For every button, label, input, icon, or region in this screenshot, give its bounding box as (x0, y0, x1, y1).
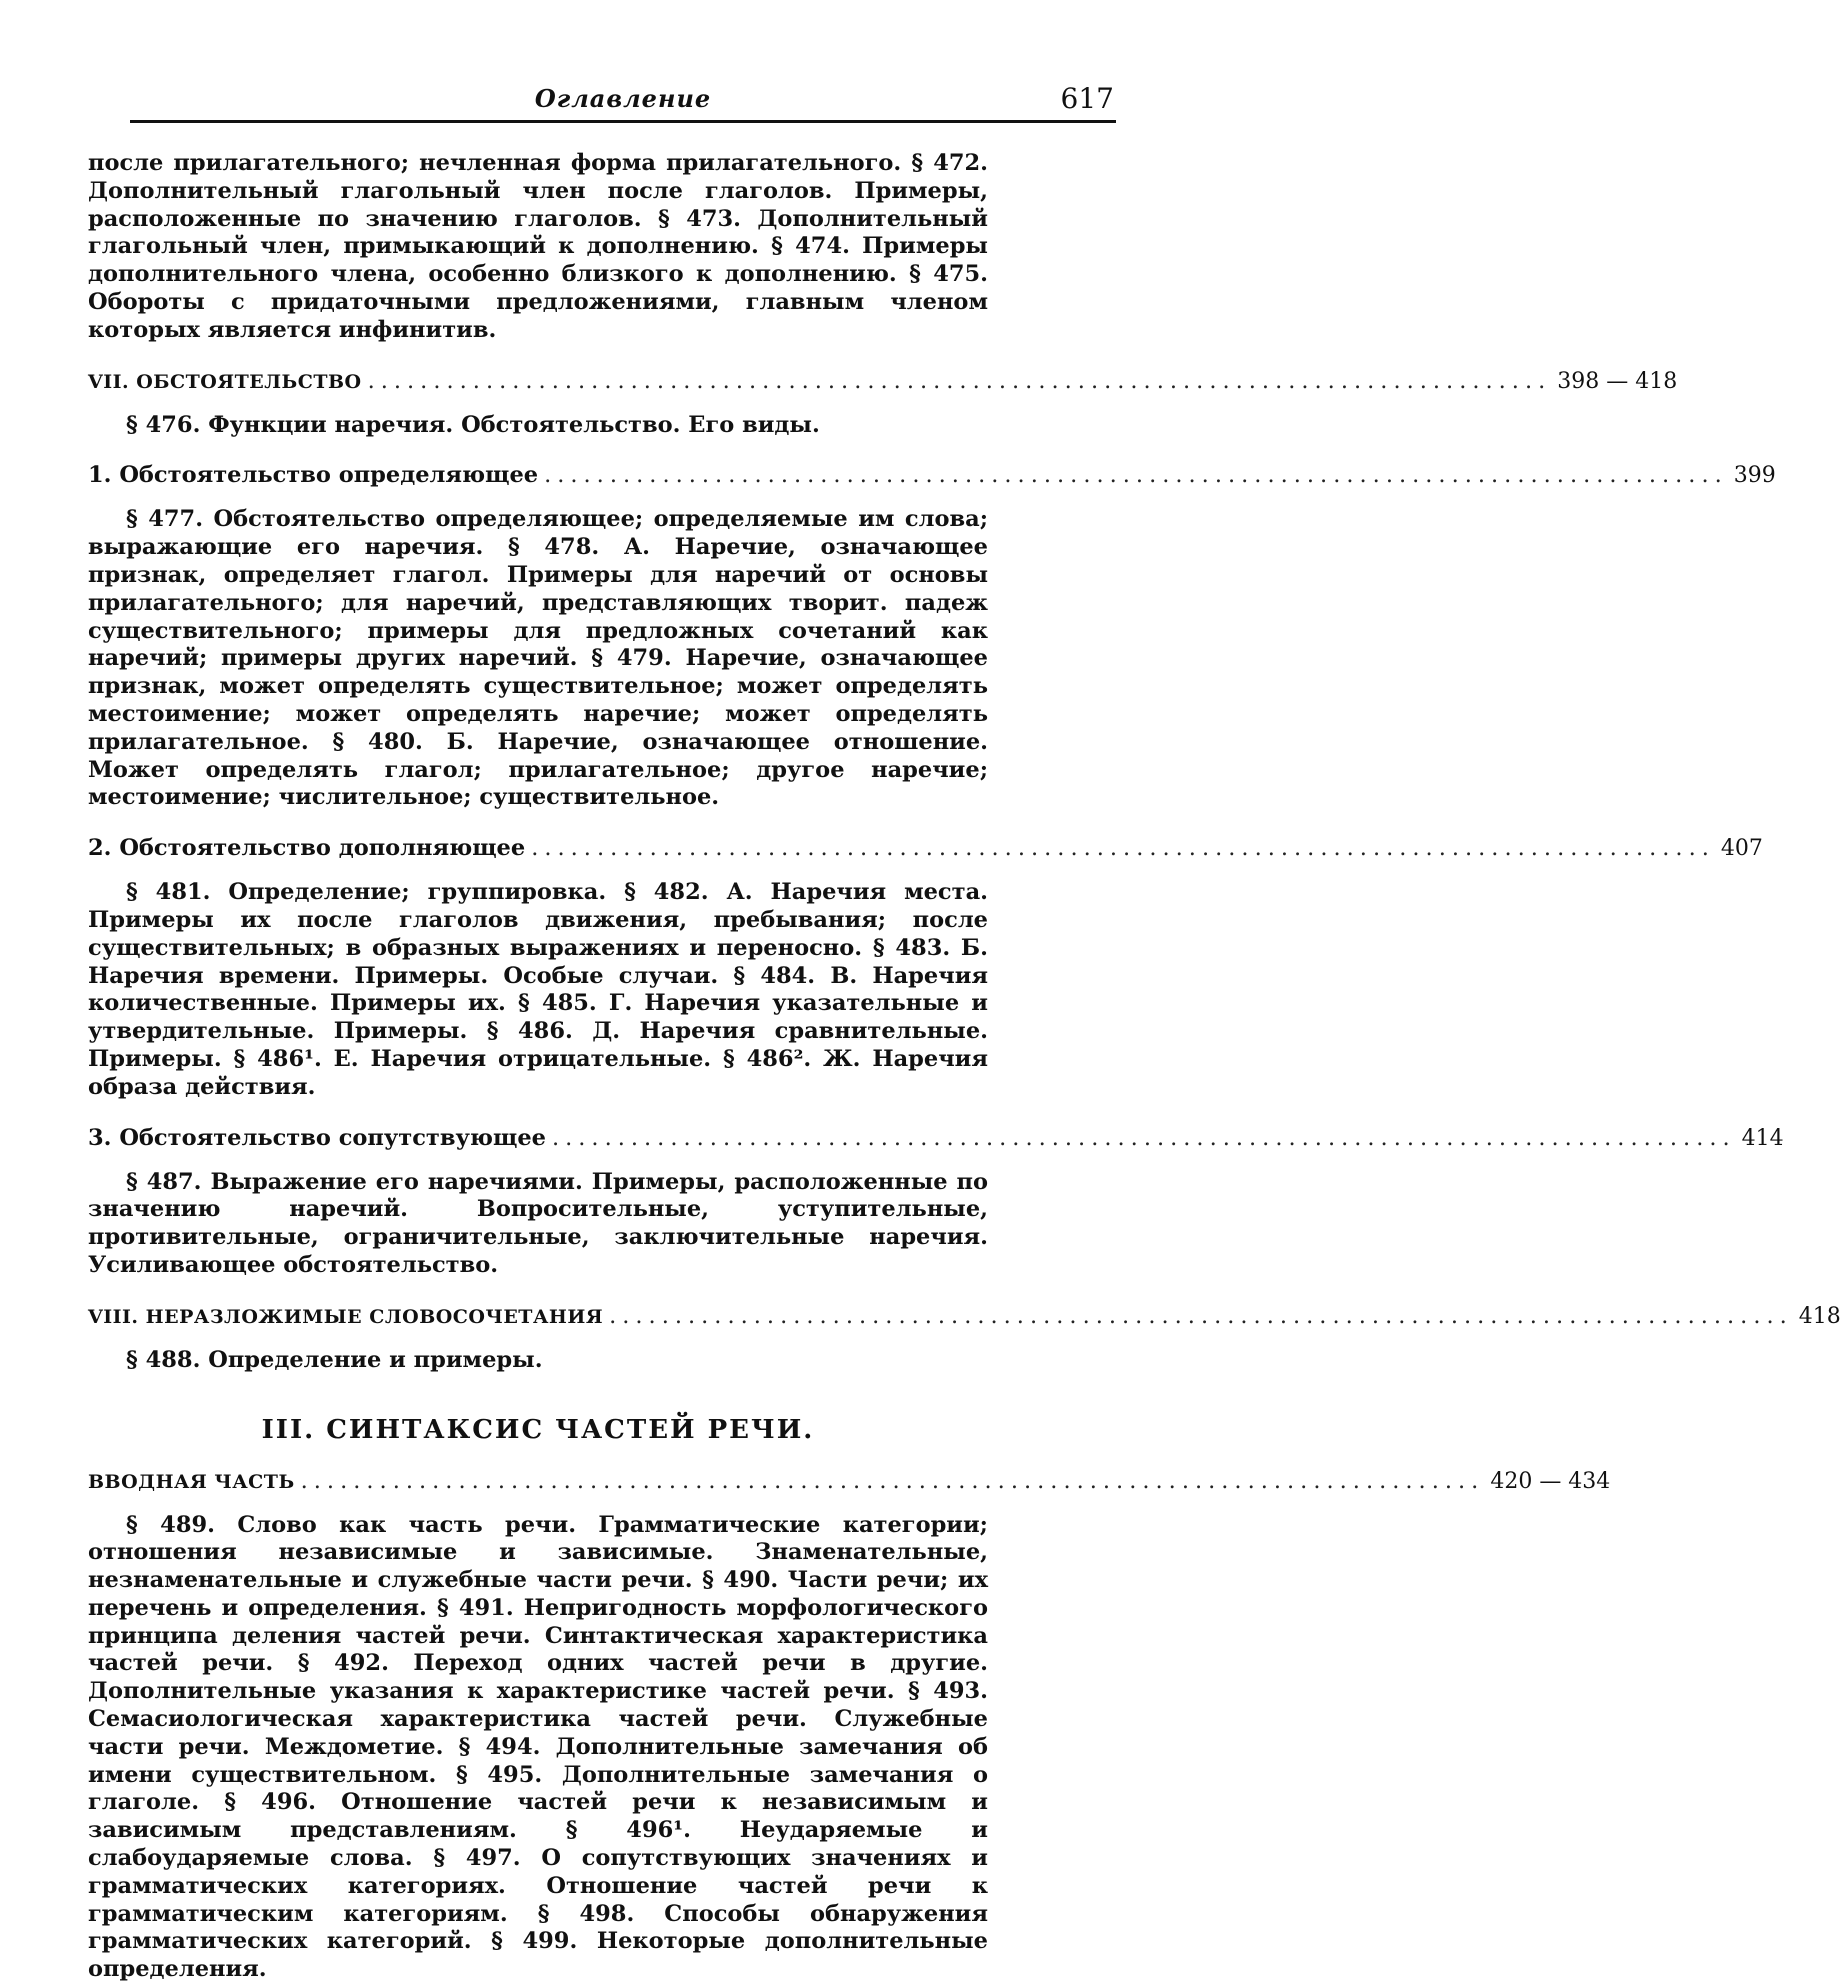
section-viii-text: § 488. Определение и примеры. (88, 1347, 988, 1375)
entry-pages: 418 (1799, 1303, 1841, 1331)
entry-label: VIII. НЕРАЗЛОЖИМЫЕ СЛОВОСОЧЕТАНИЯ (88, 1303, 603, 1331)
entry-label: ВВОДНАЯ ЧАСТЬ (88, 1468, 295, 1496)
leader-dots: .......................................................................................... (301, 1467, 1485, 1495)
leader-dots: .......................................................................................... (609, 1302, 1793, 1330)
entry-pages: 420 — 434 (1490, 1468, 1610, 1496)
toc-entry-section-vii (88, 367, 1128, 396)
leader-dots: .......................................................................................... (368, 367, 1552, 395)
entry-pages: 399 (1734, 462, 1776, 490)
sub3-text: § 487. Выражение его наречиями. Примеры, расположенные по значению наречий. Вопросительные, уступительные, противительные, ограничительные, заключительные наречия. Усиливающее обстоятельство. (88, 1169, 988, 1280)
leader-dots: .......................................................................................... (552, 1124, 1736, 1152)
sub2-text: § 481. Определение; группировка. § 482. А. Наречия места. Примеры их после глаголов движения, пребывания; после существительных; в образных выражениях и переносно. § 483. Б. Наречия времени. Примеры. Особые случаи. § 484. В. Наречия количественные. Примеры их. § 485. Г. Наречия указательные и утвердительные. Примеры. § 486. Д. Наречия сравнительные. Примеры. § 486¹. Е. Наречия отрицательные. § 486². Ж. Наречия образа действия. (88, 879, 988, 1101)
leader-dots: .......................................................................................... (531, 834, 1715, 862)
page-number: 617 (1061, 82, 1114, 115)
running-header (130, 80, 1116, 123)
entry-label: 1. Обстоятельство определяющее (88, 461, 538, 489)
sub1-text: § 477. Обстоятельство определяющее; определяемые им слова; выражающие его наречия. § 478. А. Наречие, означающее признак, определяет глагол. Примеры для наречий от основы прилагательного; для наречий, представляющих творит. падеж существительного; примеры для предложных сочетаний как наречий; примеры других наречий. § 479. Наречие, означающее признак, может определять существительное; может определять местоимение; может определять наречие; может определять прилагательное. § 480. Б. Наречие, означающее отношение. Может определять глагол; прилагательное; другое наречие; местоимение; числительное; существительное. (88, 506, 988, 812)
entry-pages: 414 (1742, 1125, 1784, 1153)
entry-label: 2. Обстоятельство дополняющее (88, 834, 525, 862)
intro-part-text: § 489. Слово как часть речи. Грамматические категории; отношения независимые и зависимые. Знаменательные, незнаменательные и служебные части речи. § 490. Части речи; их перечень и определения. § 491. Непригодность морфологического принципа деления частей речи. Синтактическая характеристика частей речи. § 492. Переход одних частей речи в другие. Дополнительные указания к характеристике частей речи. § 493. Семасиологическая характеристика частей речи. Служебные части речи. Междометие. § 494. Дополнительные замечания об имени существительном. § 495. Дополнительные замечания о глаголе. § 496. Отношение частей речи к независимым и зависимым представлениям. § 496¹. Неударяемые и слабоударяемые слова. § 497. О сопутствующих значениях и грамматических категориях. Отношение частей речи к грамматическим категориям. § 498. Способы обнаружения грамматических категорий. § 499. Некоторые дополнительные определения. (88, 1512, 988, 1984)
part-heading: III. СИНТАКСИС ЧАСТЕЙ РЕЧИ. (88, 1415, 988, 1445)
toc-entry-sub1 (88, 461, 1128, 490)
entry-pages: 407 (1721, 835, 1763, 863)
toc-content (88, 150, 1128, 1984)
toc-entry-intro-part (88, 1467, 1128, 1496)
entry-label: 3. Обстоятельство сопутствующее (88, 1124, 546, 1152)
header-title: Оглавление (130, 84, 1116, 113)
intro-paragraph: после прилагательного; нечленная форма прилагательного. § 472. Дополнительный глагольный член после глаголов. Примеры, расположенные по значению глаголов. § 473. Дополнительный глагольный член, примыкающий к дополнению. § 474. Примеры дополнительного члена, особенно близкого к дополнению. § 475. Обороты с придаточными предложениями, главным членом которых является инфинитив. (88, 150, 988, 345)
toc-entry-sub2 (88, 834, 1128, 863)
toc-entry-sub3 (88, 1124, 1128, 1153)
entry-label: VII. ОБСТОЯТЕЛЬСТВО (88, 368, 362, 396)
toc-entry-section-viii (88, 1302, 1128, 1331)
entry-pages: 398 — 418 (1557, 368, 1677, 396)
section-vii-text: § 476. Функции наречия. Обстоятельство. Его виды. (88, 412, 988, 440)
leader-dots: .......................................................................................... (544, 461, 1728, 489)
